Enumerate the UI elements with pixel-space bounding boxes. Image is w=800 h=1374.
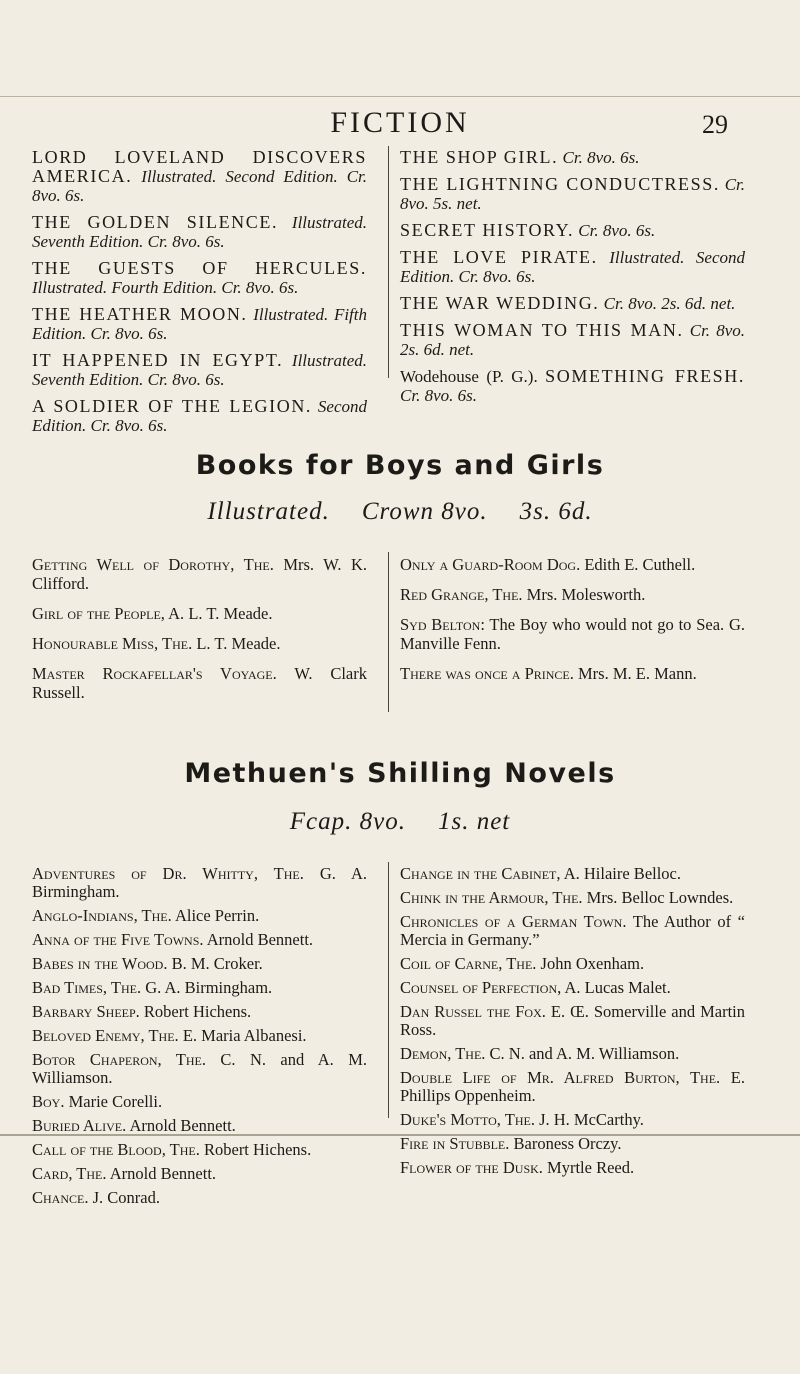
book-entry: THE LIGHTNING CONDUCTRESS. Cr. 8vo. 5s. net. xyxy=(400,174,746,213)
fiction-right-column xyxy=(400,148,745,413)
book-entry: SECRET HISTORY. Cr. 8vo. 6s. xyxy=(400,220,656,240)
book-entry: Bad Times, The. G. A. Birmingham. xyxy=(32,978,273,997)
book-entry: Flower of the Dusk. Myrtle Reed. xyxy=(400,1158,635,1177)
book-entry: THE GOLDEN SILENCE. Illustrated. Seventh Edition. Cr. 8vo. 6s. xyxy=(32,212,367,251)
book-entry: Master Rockafellar's Voyage. W. Clark Russell. xyxy=(32,664,367,702)
fiction-left-column xyxy=(32,148,367,443)
bottom-rule xyxy=(0,1134,800,1136)
book-entry: Call of the Blood, The. Robert Hichens. xyxy=(32,1140,312,1159)
page-number: 29 xyxy=(702,110,728,139)
book-entry: Syd Belton: The Boy who would not go to Sea. G. Manville Fenn. xyxy=(400,615,745,653)
book-entry: Chance. J. Conrad. xyxy=(32,1188,160,1207)
book-entry: Buried Alive. Arnold Bennett. xyxy=(32,1116,236,1135)
top-rule xyxy=(0,96,800,97)
column-divider xyxy=(388,552,389,712)
book-entry: Duke's Motto, The. J. H. McCarthy. xyxy=(400,1110,644,1129)
section-heading-shilling-novels: Methuen's Shilling Novels xyxy=(184,758,616,789)
book-entry: Red Grange, The. Mrs. Molesworth. xyxy=(400,585,646,604)
boys-girls-left-column xyxy=(32,555,367,713)
boys-girls-right-column xyxy=(400,555,745,694)
book-entry: Girl of the People, A. L. T. Meade. xyxy=(32,604,273,623)
book-entry: Babes in the Wood. B. M. Croker. xyxy=(32,954,263,973)
book-entry: Adventures of Dr. Whitty, The. G. A. Birmingham. xyxy=(32,864,367,901)
book-entry: Dan Russel the Fox. E. Œ. Somerville and Martin Ross. xyxy=(400,1002,745,1039)
book-entry: Barbary Sheep. Robert Hichens. xyxy=(32,1002,252,1021)
book-entry: Coil of Carne, The. John Oxenham. xyxy=(400,954,645,973)
column-divider xyxy=(388,146,389,378)
book-entry: Chink in the Armour, The. Mrs. Belloc Lowndes. xyxy=(400,888,734,907)
section-subheading-boys-girls: Illustrated. Crown 8vo. 3s. 6d. xyxy=(207,498,593,525)
section-heading-boys-girls: Books for Boys and Girls xyxy=(195,450,605,481)
book-entry: LORD LOVELAND DISCOVERS AMERICA. Illustrated. Second Edition. Cr. 8vo. 6s. xyxy=(32,147,368,205)
book-entry: IT HAPPENED IN EGYPT. Illustrated. Seventh Edition. Cr. 8vo. 6s. xyxy=(32,350,367,389)
book-entry: THE SHOP GIRL. Cr. 8vo. 6s. xyxy=(400,147,640,167)
book-entry: Chronicles of a German Town. The Author of “ Mercia in Germany.” xyxy=(400,912,745,949)
book-entry: Fire in Stubble. Baroness Orczy. xyxy=(400,1134,622,1153)
book-entry: There was once a Prince. Mrs. M. E. Mann. xyxy=(400,664,697,683)
book-entry: Wodehouse (P. G.). SOMETHING FRESH. Cr. 8vo. 6s. xyxy=(400,366,745,405)
book-entry: THE LOVE PIRATE. Illustrated. Second Edition. Cr. 8vo. 6s. xyxy=(400,247,745,286)
book-entry: A SOLDIER OF THE LEGION. Second Edition. Cr. 8vo. 6s. xyxy=(32,396,368,435)
page-title: FICTION xyxy=(330,106,470,139)
book-entry: Botor Chaperon, The. C. N. and A. M. Williamson. xyxy=(32,1050,368,1087)
book-entry: THE WAR WEDDING. Cr. 8vo. 2s. 6d. net. xyxy=(400,293,736,313)
book-entry: Change in the Cabinet, A. Hilaire Belloc. xyxy=(400,864,682,883)
book-entry: Boy. Marie Corelli. xyxy=(32,1092,163,1111)
book-entry: THE HEATHER MOON. Illustrated. Fifth Edition. Cr. 8vo. 6s. xyxy=(32,304,368,343)
column-divider xyxy=(388,862,389,1118)
book-entry: Anglo-Indians, The. Alice Perrin. xyxy=(32,906,260,925)
book-entry: Double Life of Mr. Alfred Burton, The. E. Phillips Oppenheim. xyxy=(400,1068,745,1105)
book-entry: Only a Guard-Room Dog. Edith E. Cuthell. xyxy=(400,555,696,574)
book-entry: Getting Well of Dorothy, The. Mrs. W. K. Clifford. xyxy=(32,555,368,593)
book-entry: THE GUESTS OF HERCULES. Illustrated. Fourth Edition. Cr. 8vo. 6s. xyxy=(32,258,367,297)
book-entry: Counsel of Perfection, A. Lucas Malet. xyxy=(400,978,671,997)
section-subheading-shilling-novels: Fcap. 8vo. 1s. net xyxy=(289,808,511,835)
book-entry: Beloved Enemy, The. E. Maria Albanesi. xyxy=(32,1026,307,1045)
book-entry: Card, The. Arnold Bennett. xyxy=(32,1164,217,1183)
book-entry: THIS WOMAN TO THIS MAN. Cr. 8vo. 2s. 6d. net. xyxy=(400,320,745,359)
book-entry: Honourable Miss, The. L. T. Meade. xyxy=(32,634,281,653)
shilling-left-column xyxy=(32,865,367,1213)
book-entry: Demon, The. C. N. and A. M. Williamson. xyxy=(400,1044,680,1063)
book-entry: Anna of the Five Towns. Arnold Bennett. xyxy=(32,930,314,949)
